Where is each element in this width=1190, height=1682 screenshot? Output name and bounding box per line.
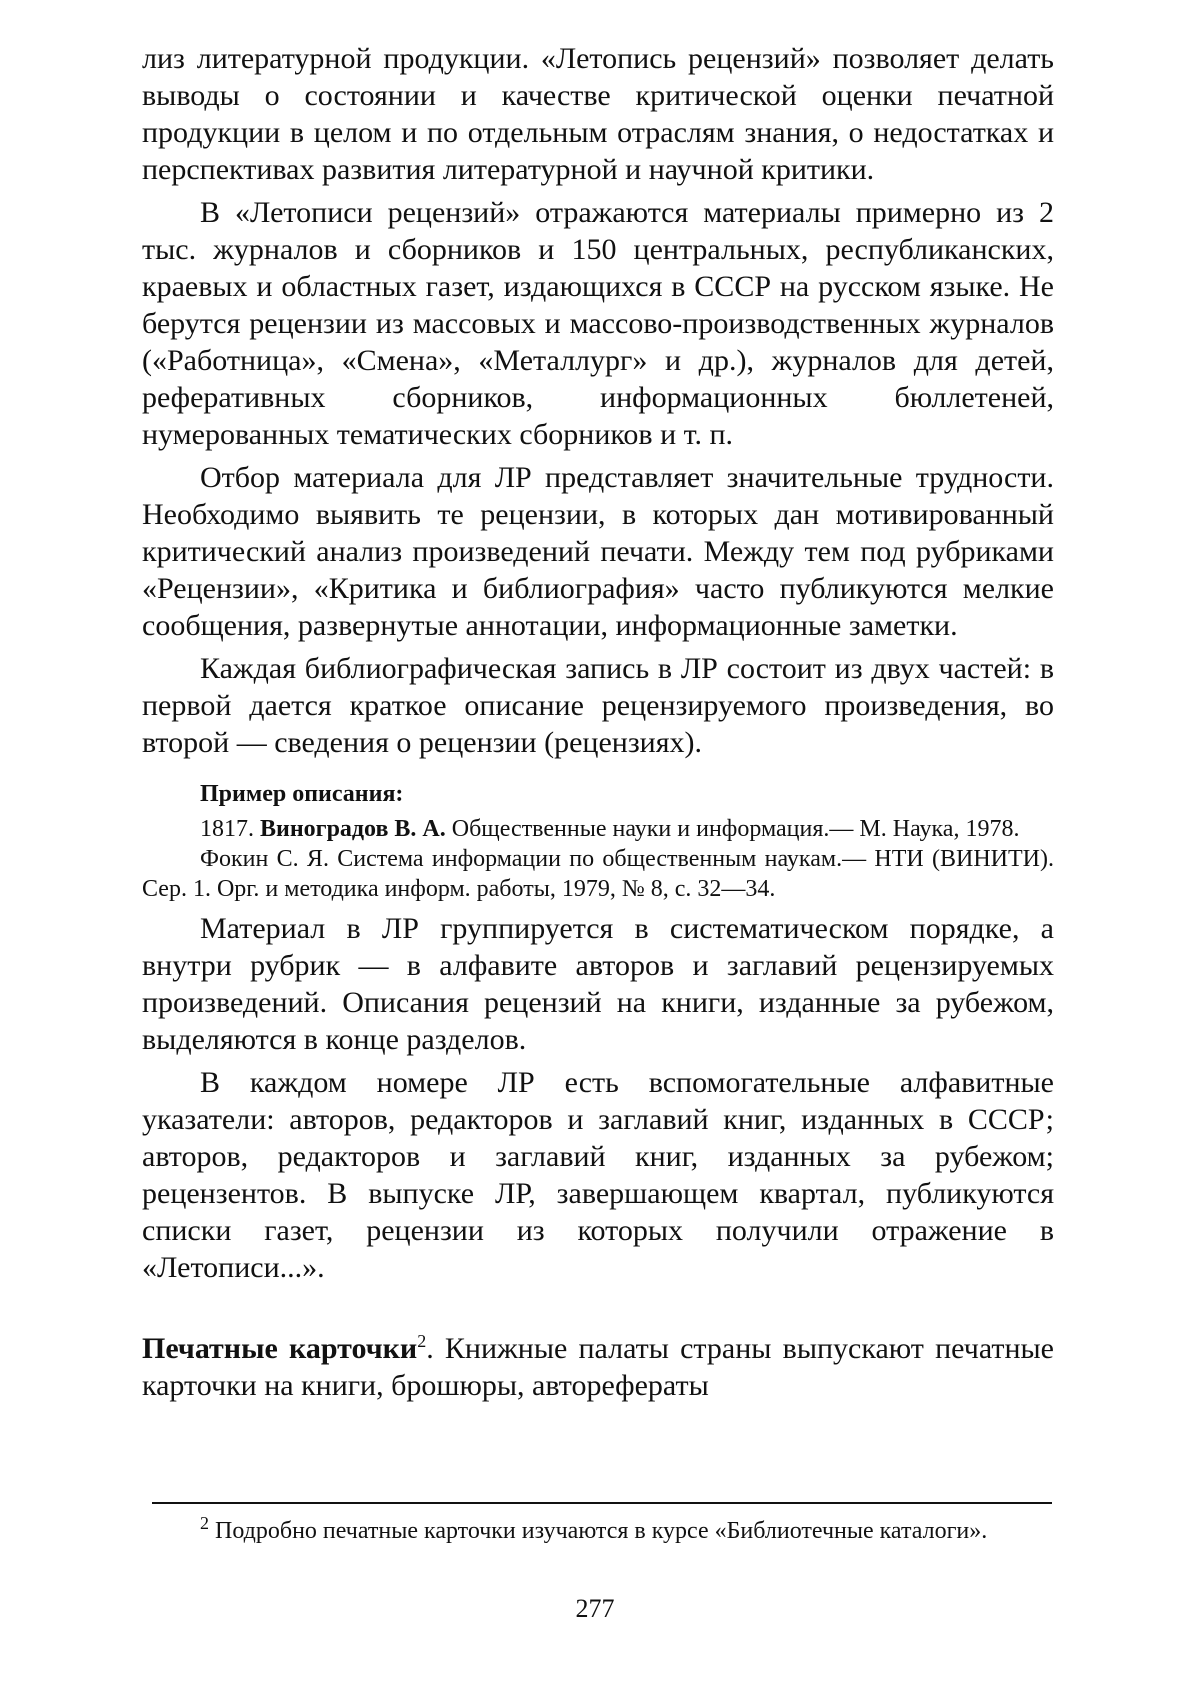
page-number: 277 bbox=[575, 1594, 615, 1623]
footnote-mark: 2 bbox=[200, 1513, 209, 1533]
paragraph-selection: Отбор материала для ЛР представляет значительные трудности. Необходимо выявить те рецензии, в которых дан мотивированный критический анализ произведений печати. Между тем под рубриками «Рецензии», «Критика и библиография» часто публикуются мелкие сообщения, развернутые аннотации, информационные заметки. bbox=[142, 461, 1054, 642]
footnote-divider bbox=[152, 1502, 1052, 1504]
paragraph-sources: В «Летописи рецензий» отражаются материалы примерно из 2 тыс. журналов и сборников и 150 центральных, республиканских, краевых и областных газет, издающихся в СССР на русском языке. Не берутся рецензии из массовых и массово-производственных журналов («Работница», «Смена», «Металлург» и др.), журналов для детей, реферативных сборников, информационных бюллетеней, нумерованных тематических сборников и т. п. bbox=[142, 196, 1054, 451]
example-heading: Пример описания: bbox=[200, 781, 404, 807]
paragraph-record-structure: Каждая библиографическая запись в ЛР состоит из двух частей: в первой дается краткое описание рецензируемого произведения, во второй — сведения о рецензии (рецензиях). bbox=[142, 652, 1054, 759]
footnote-reference: 2 bbox=[417, 1331, 427, 1351]
example-author: Виноградов В. А. bbox=[260, 816, 446, 842]
paragraph-grouping: Материал в ЛР группируется в систематическом порядке, а внутри рубрик — в алфавите авторов и заглавий рецензируемых произведений. Описания рецензий на книги, изданные за рубежом, выделяются в конце разделов. bbox=[142, 912, 1054, 1056]
section-text: . Книжные палаты страны выпускают печатные карточки на книги, брошюры, авторефераты bbox=[142, 1332, 1055, 1402]
section-printed-cards bbox=[142, 1330, 1054, 1404]
paragraph-continuation: лиз литературной продукции. «Летопись рецензий» позволяет делать выводы о состоянии и качестве критической оценки печатной продукции в целом и по отдельным отраслям знания, о недостатках и перспективах развития литературной и научной критики. bbox=[142, 42, 1054, 186]
example-number: 1817. bbox=[200, 816, 254, 842]
example-entry-line bbox=[142, 814, 1054, 844]
example-entry bbox=[142, 814, 1054, 844]
footnote-text: Подробно печатные карточки изучаются в курсе «Библиотечные каталоги». bbox=[209, 1518, 988, 1544]
section-title: Печатные карточки bbox=[142, 1332, 418, 1365]
footnote bbox=[142, 1513, 1054, 1546]
paragraph-indexes: В каждом номере ЛР есть вспомогательные алфавитные указатели: авторов, редакторов и заглавий книг, изданных в СССР; авторов, редакторов и заглавий книг, изданных за рубежом; рецензентов. В выпуске ЛР, завершающем квартал, публикуются списки газет, рецензии из которых получили отражение в «Летописи...». bbox=[142, 1066, 1054, 1284]
example-work: Общественные науки и информация.— М. Наука, 1978. bbox=[451, 816, 1020, 842]
example-review-text: Фокин С. Я. Система информации по общественным наукам.— НТИ (ВИНИТИ). Сер. 1. Орг. и методика информ. работы, 1979, № 8, с. 32—34. bbox=[142, 846, 1054, 902]
example-review bbox=[142, 844, 1054, 904]
page-body bbox=[142, 40, 1054, 1404]
